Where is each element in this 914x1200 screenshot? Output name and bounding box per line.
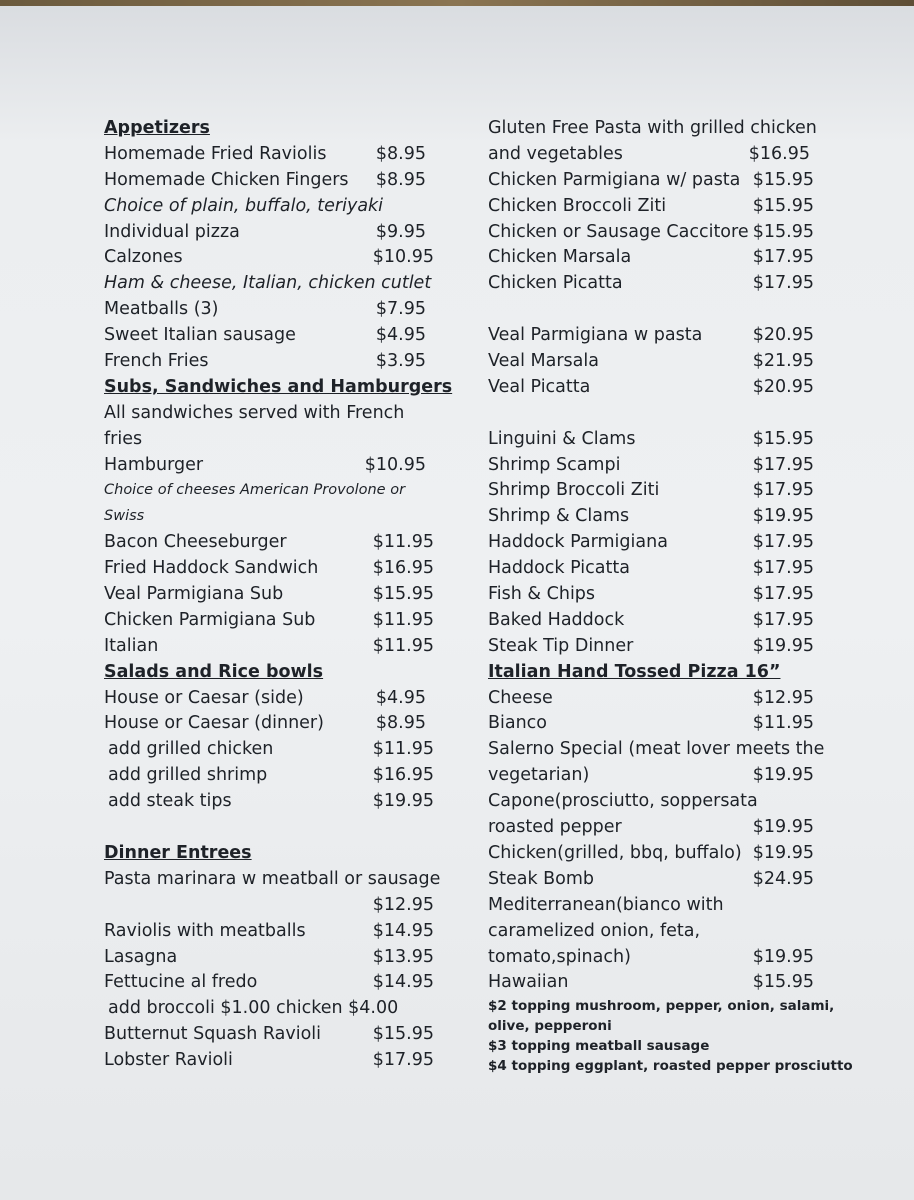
menu-item <box>104 1048 434 1074</box>
menu-item-name-line: Capone(prosciutto, soppersata <box>488 791 758 812</box>
item-name: Raviolis with meatballs <box>104 920 306 941</box>
item-price: $16.95 <box>372 558 434 579</box>
item-name: French Fries <box>104 351 209 372</box>
item-name: Shrimp & Clams <box>488 506 630 527</box>
item-note: Choice of plain, buffalo, teriyaki <box>104 195 384 216</box>
item-price: $11.95 <box>372 532 434 553</box>
menu-item <box>104 168 434 194</box>
item-name: Lasagna <box>104 946 178 967</box>
menu-item <box>488 478 814 504</box>
item-price: $19.95 <box>752 842 814 863</box>
spacer <box>488 297 814 323</box>
item-price: $14.95 <box>372 920 434 941</box>
menu-item <box>488 945 814 971</box>
menu-item-name-line: Salerno Special (meat lover meets the <box>488 739 825 760</box>
item-name: Hawaiian <box>488 972 569 993</box>
item-price: $14.95 <box>372 972 434 993</box>
item-price: $17.95 <box>752 558 814 579</box>
item-name: Chicken(grilled, bbq, buffalo) <box>488 842 742 863</box>
item-price: $24.95 <box>752 868 814 889</box>
menu-item <box>488 323 814 349</box>
menu-item <box>488 970 814 996</box>
item-price: $17.95 <box>752 454 814 475</box>
spacer <box>104 815 434 841</box>
menu-item <box>104 297 434 323</box>
menu-item <box>488 634 814 660</box>
item-price: $13.95 <box>372 946 434 967</box>
item-price: $11.95 <box>372 609 434 630</box>
item-price: $19.95 <box>752 506 814 527</box>
item-name: Veal Parmigiana Sub <box>104 584 284 605</box>
item-name: and vegetables <box>488 143 623 164</box>
item-price: $21.95 <box>752 351 814 372</box>
item-price: $11.95 <box>752 713 814 734</box>
menu-item-name-line: Pasta marinara w meatball or sausage <box>104 868 441 889</box>
item-name: Veal Marsala <box>488 351 599 372</box>
item-price: $15.95 <box>372 1024 434 1045</box>
item-name: Chicken Broccoli Ziti <box>488 195 667 216</box>
item-price: $17.95 <box>752 273 814 294</box>
item-name: Steak Tip Dinner <box>488 635 634 656</box>
menu-right-column <box>488 116 853 1076</box>
item-price: $15.95 <box>752 428 814 449</box>
item-price: $8.95 <box>375 143 426 164</box>
item-price: $15.95 <box>372 584 434 605</box>
item-price: $4.95 <box>375 325 426 346</box>
menu-item-name-line: Mediterranean(bianco with <box>488 894 724 915</box>
item-note: add broccoli $1.00 chicken $4.00 <box>108 998 399 1019</box>
menu-item <box>488 815 814 841</box>
menu-item <box>104 737 434 763</box>
item-name: Calzones <box>104 247 183 268</box>
menu-item-name-line: caramelized onion, feta, <box>488 920 701 941</box>
item-price: $10.95 <box>372 247 434 268</box>
topping-note: $2 topping mushroom, pepper, onion, salami, <box>488 998 835 1015</box>
menu-item <box>104 789 434 815</box>
item-price: $3.95 <box>375 351 426 372</box>
menu-item <box>104 530 434 556</box>
menu-item <box>104 608 434 634</box>
item-name: Butternut Squash Ravioli <box>104 1024 322 1045</box>
item-name: add steak tips <box>108 791 232 812</box>
item-price: $15.95 <box>752 169 814 190</box>
item-name: Fried Haddock Sandwich <box>104 558 319 579</box>
item-name: Lobster Ravioli <box>104 1050 233 1071</box>
item-price: $15.95 <box>752 195 814 216</box>
section-title-subs: Subs, Sandwiches and Hamburgers <box>104 376 453 397</box>
item-name: Linguini & Clams <box>488 428 636 449</box>
menu-item <box>104 349 434 375</box>
section-title-appetizers: Appetizers <box>104 118 210 138</box>
item-name: Chicken Marsala <box>488 247 632 268</box>
item-price: $19.95 <box>752 817 814 838</box>
section-note: All sandwiches served with French <box>104 402 405 423</box>
item-note: Choice of cheeses American Provolone or <box>104 482 406 499</box>
menu-item <box>104 634 434 660</box>
item-price: $20.95 <box>752 325 814 346</box>
item-price: $8.95 <box>375 713 426 734</box>
menu-item <box>488 220 814 246</box>
page-top-edge <box>0 0 914 6</box>
menu-item <box>488 349 814 375</box>
item-name: Cheese <box>488 687 553 708</box>
item-name: Veal Picatta <box>488 376 591 397</box>
item-name: Veal Parmigiana w pasta <box>488 325 703 346</box>
item-name: add grilled chicken <box>108 739 274 760</box>
section-title-dinner: Dinner Entrees <box>104 842 252 863</box>
item-name: Bianco <box>488 713 548 734</box>
item-name: Baked Haddock <box>488 609 625 630</box>
item-price: $19.95 <box>752 635 814 656</box>
item-name: Chicken Parmigiana Sub <box>104 609 316 630</box>
item-price: $19.95 <box>372 791 434 812</box>
menu-item <box>488 427 814 453</box>
menu-item <box>104 970 434 996</box>
item-price: $12.95 <box>372 894 434 915</box>
menu-item-name-line: Gluten Free Pasta with grilled chicken <box>488 118 817 138</box>
item-name: Haddock Parmigiana <box>488 532 668 553</box>
menu-item <box>488 841 814 867</box>
item-name: Shrimp Scampi <box>488 454 621 475</box>
menu-item <box>104 323 434 349</box>
menu-item <box>488 142 814 168</box>
item-price: $17.95 <box>752 480 814 501</box>
menu-item <box>104 142 434 168</box>
menu-item <box>488 271 814 297</box>
item-name: Chicken or Sausage Caccitore <box>488 221 749 242</box>
menu-item-price-line <box>104 893 434 919</box>
menu-item <box>488 608 814 634</box>
item-name: Fettucine al fredo <box>104 972 258 993</box>
item-name: Meatballs (3) <box>104 299 219 320</box>
item-name: Chicken Picatta <box>488 273 623 294</box>
menu-item <box>488 867 814 893</box>
item-price: $20.95 <box>752 376 814 397</box>
section-title-pizza: Italian Hand Tossed Pizza 16” <box>488 661 781 682</box>
section-title-salads: Salads and Rice bowls <box>104 661 324 682</box>
menu-item <box>104 945 434 971</box>
item-name: Bacon Cheeseburger <box>104 532 287 553</box>
menu-item <box>104 686 434 712</box>
item-note: Swiss <box>104 508 145 525</box>
item-name: Individual pizza <box>104 221 240 242</box>
item-name: Shrimp Broccoli Ziti <box>488 480 660 501</box>
item-price: $9.95 <box>375 221 426 242</box>
menu-item <box>104 763 434 789</box>
item-price: $16.95 <box>372 765 434 786</box>
menu-item <box>488 556 814 582</box>
menu-item <box>488 530 814 556</box>
item-price: $16.95 <box>748 143 810 164</box>
item-price: $4.95 <box>375 687 426 708</box>
menu-item <box>488 168 814 194</box>
item-price: $19.95 <box>752 946 814 967</box>
item-price: $7.95 <box>375 299 426 320</box>
item-name: tomato,spinach) <box>488 946 631 967</box>
menu-item <box>104 919 434 945</box>
item-price: $12.95 <box>752 687 814 708</box>
item-name: Italian <box>104 635 159 656</box>
section-note: fries <box>104 428 143 449</box>
topping-note: $4 topping eggplant, roasted pepper prosciutto <box>488 1058 853 1075</box>
item-price: $17.95 <box>752 532 814 553</box>
item-price: $11.95 <box>372 739 434 760</box>
menu-item <box>488 375 814 401</box>
topping-note: $3 topping meatball sausage <box>488 1038 710 1055</box>
menu-item <box>488 711 814 737</box>
spacer <box>488 401 814 427</box>
menu-item <box>488 245 814 271</box>
item-name: Sweet Italian sausage <box>104 325 296 346</box>
item-price: $15.95 <box>752 221 814 242</box>
item-name: add grilled shrimp <box>108 765 268 786</box>
menu-item <box>104 220 434 246</box>
item-price: $17.95 <box>752 247 814 268</box>
item-note: Ham & cheese, Italian, chicken cutlet <box>104 273 432 294</box>
item-name: Steak Bomb <box>488 868 595 889</box>
menu-item <box>488 504 814 530</box>
menu-item <box>488 194 814 220</box>
menu-item <box>104 556 434 582</box>
menu-item <box>104 1022 434 1048</box>
item-name: Hamburger <box>104 454 204 475</box>
item-price: $17.95 <box>752 584 814 605</box>
menu-item <box>104 453 434 479</box>
item-name: roasted pepper <box>488 817 622 838</box>
item-price: $8.95 <box>375 169 426 190</box>
item-price: $11.95 <box>372 635 434 656</box>
item-price: $17.95 <box>752 609 814 630</box>
item-price: $19.95 <box>752 765 814 786</box>
item-name: Haddock Picatta <box>488 558 630 579</box>
topping-note: olive, pepperoni <box>488 1018 612 1035</box>
item-price: $17.95 <box>372 1050 434 1071</box>
item-name: House or Caesar (side) <box>104 687 304 708</box>
item-name: Homemade Chicken Fingers <box>104 169 349 190</box>
item-price: $10.95 <box>364 454 426 475</box>
item-name: Fish & Chips <box>488 584 596 605</box>
item-price: $15.95 <box>752 972 814 993</box>
menu-item <box>104 711 434 737</box>
item-name: House or Caesar (dinner) <box>104 713 324 734</box>
menu-item <box>488 686 814 712</box>
item-name: vegetarian) <box>488 765 590 786</box>
menu-item <box>488 453 814 479</box>
item-name: Homemade Fried Raviolis <box>104 143 327 164</box>
menu-item <box>488 582 814 608</box>
menu-item <box>488 763 814 789</box>
item-name: Chicken Parmigiana w/ pasta <box>488 169 741 190</box>
menu-item <box>104 582 434 608</box>
menu-left-column <box>104 116 453 1074</box>
menu-item <box>104 245 434 271</box>
